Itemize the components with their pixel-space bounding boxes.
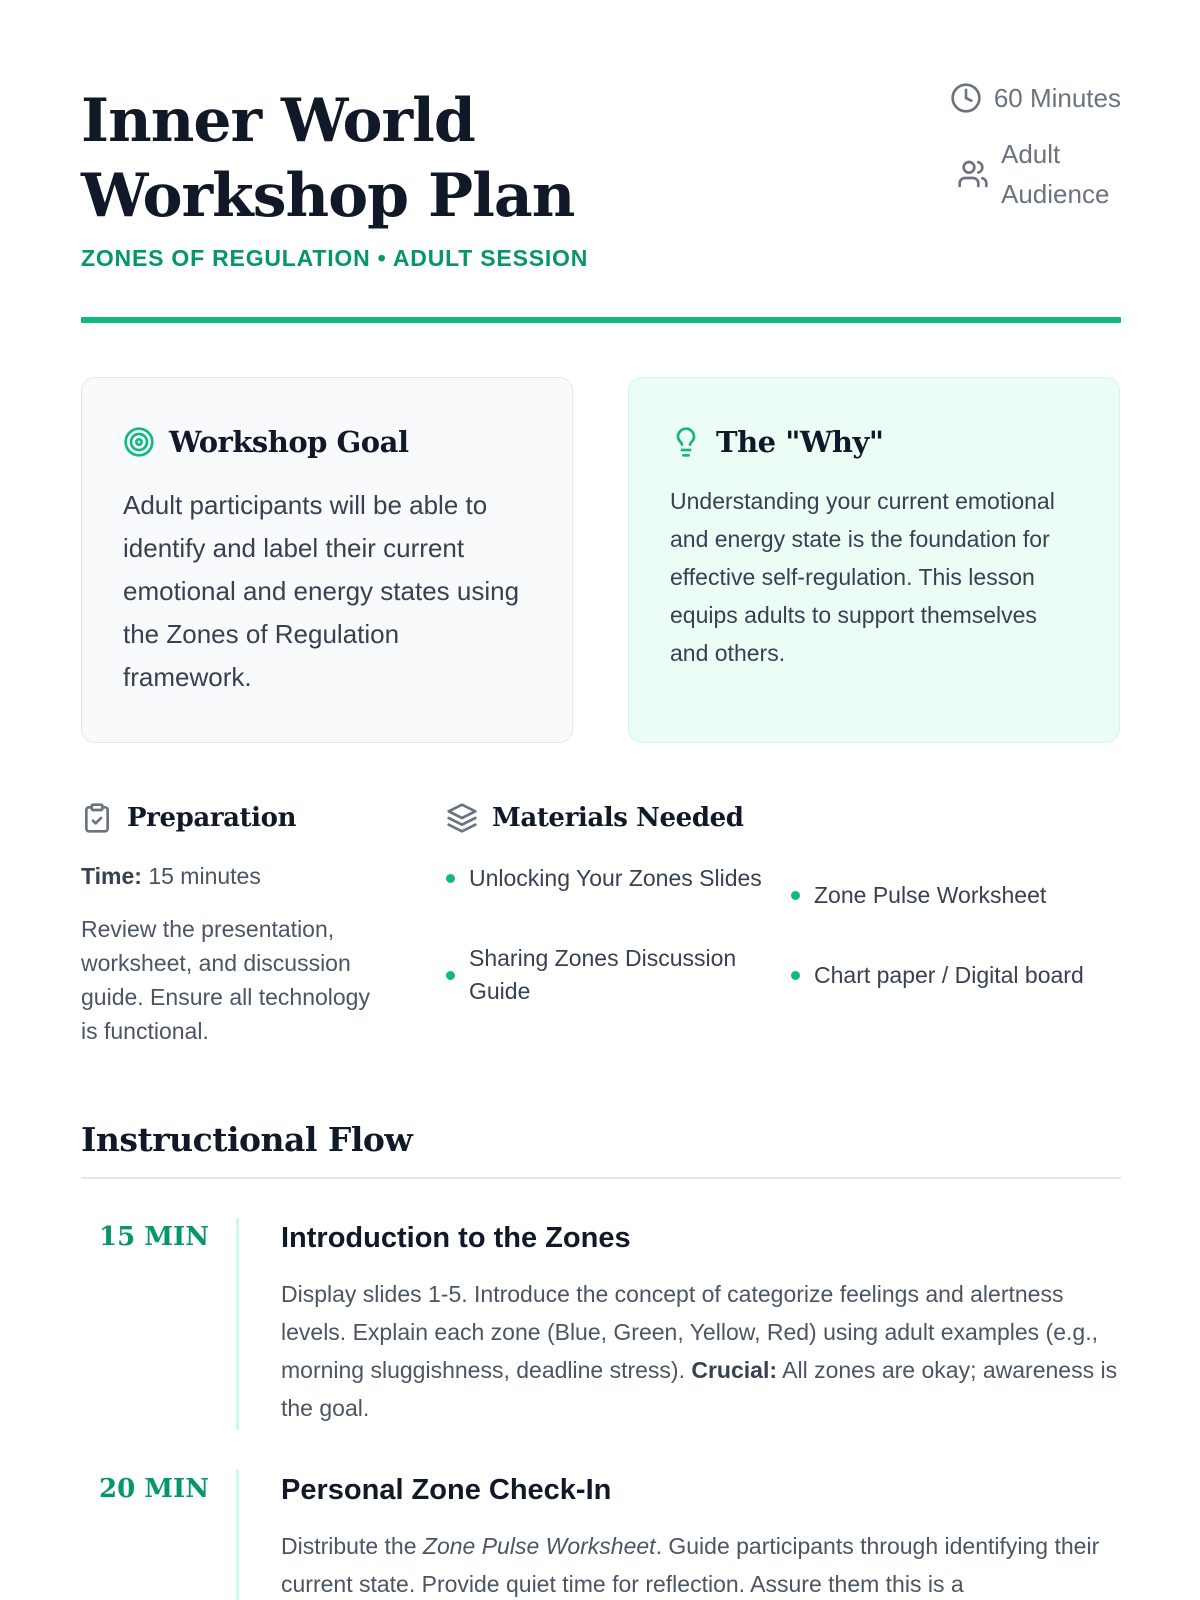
step-title: Introduction to the Zones bbox=[281, 1222, 631, 1254]
preparation-description: Review the presentation, worksheet, and discussion guide. Ensure all technology is functional. bbox=[81, 916, 370, 1044]
preparation-heading: Preparation bbox=[127, 803, 297, 833]
audience-text: Adult Audience bbox=[1001, 139, 1110, 209]
bullet-dot bbox=[791, 891, 800, 900]
users-icon bbox=[957, 158, 989, 190]
preparation-time bbox=[81, 863, 401, 890]
why-heading: The "Why" bbox=[716, 425, 884, 459]
lightbulb-icon bbox=[670, 426, 702, 458]
layers-icon bbox=[446, 802, 478, 834]
goal-card bbox=[81, 377, 573, 743]
why-card bbox=[628, 377, 1120, 743]
step-title: Personal Zone Check-In bbox=[281, 1474, 612, 1506]
lesson-plan-page bbox=[81, 0, 1121, 1600]
preparation-section bbox=[81, 800, 401, 1048]
material-item: Zone Pulse Worksheet bbox=[791, 879, 1131, 912]
step-duration: 15 MIN bbox=[99, 1222, 209, 1252]
target-icon bbox=[123, 426, 155, 458]
why-text: Understanding your current emotional and energy state is the foundation for effective self-regulation. This lesson equips adults to support themselves and others. bbox=[670, 488, 1055, 666]
material-item: Sharing Zones Discussion Guide bbox=[446, 942, 776, 1008]
bullet-dot bbox=[446, 971, 455, 980]
duration-meta bbox=[950, 82, 1121, 114]
flow-step bbox=[81, 1470, 1121, 1600]
flow-divider bbox=[81, 1177, 1121, 1179]
step-duration: 20 MIN bbox=[99, 1474, 209, 1504]
step-timeline-line bbox=[236, 1218, 239, 1430]
step-description: Display slides 1-5. Introduce the concept of categorize feelings and alertness levels. Explain each zone (Blue, Green, Yellow, Red) using adult examples (e.g., morning sluggishness, deadline stress). Crucial: All zones are okay; awareness is the goal. bbox=[281, 1281, 1118, 1421]
materials-section bbox=[446, 800, 1126, 1004]
goal-text: Adult participants will be able to identify and label their current emotional and energy states using the Zones of Regulation framework. bbox=[123, 490, 520, 692]
step-timeline-line bbox=[236, 1470, 239, 1600]
page-title: Inner World Workshop Plan bbox=[81, 86, 575, 231]
page-subtitle: ZONES OF REGULATION • ADULT SESSION bbox=[81, 245, 589, 271]
preparation-time-value: 15 minutes bbox=[148, 863, 261, 889]
clock-icon bbox=[950, 82, 982, 114]
audience-meta bbox=[957, 134, 1121, 214]
flow-heading: Instructional Flow bbox=[81, 1120, 413, 1159]
header-divider bbox=[81, 317, 1121, 323]
flow-step bbox=[81, 1218, 1121, 1430]
material-item: Unlocking Your Zones Slides bbox=[446, 862, 766, 895]
preparation-time-label: Time: bbox=[81, 863, 142, 889]
bullet-dot bbox=[791, 971, 800, 980]
clipboard-check-icon bbox=[81, 802, 113, 834]
materials-heading: Materials Needed bbox=[492, 803, 744, 833]
goal-heading: Workshop Goal bbox=[169, 425, 409, 459]
material-item: Chart paper / Digital board bbox=[791, 959, 1131, 992]
bullet-dot bbox=[446, 874, 455, 883]
duration-text: 60 Minutes bbox=[993, 82, 1121, 113]
step-description: Distribute the Zone Pulse Worksheet. Guide participants through identifying their current state. Provide quiet time for reflection. Assure them this is a bbox=[281, 1533, 1100, 1597]
